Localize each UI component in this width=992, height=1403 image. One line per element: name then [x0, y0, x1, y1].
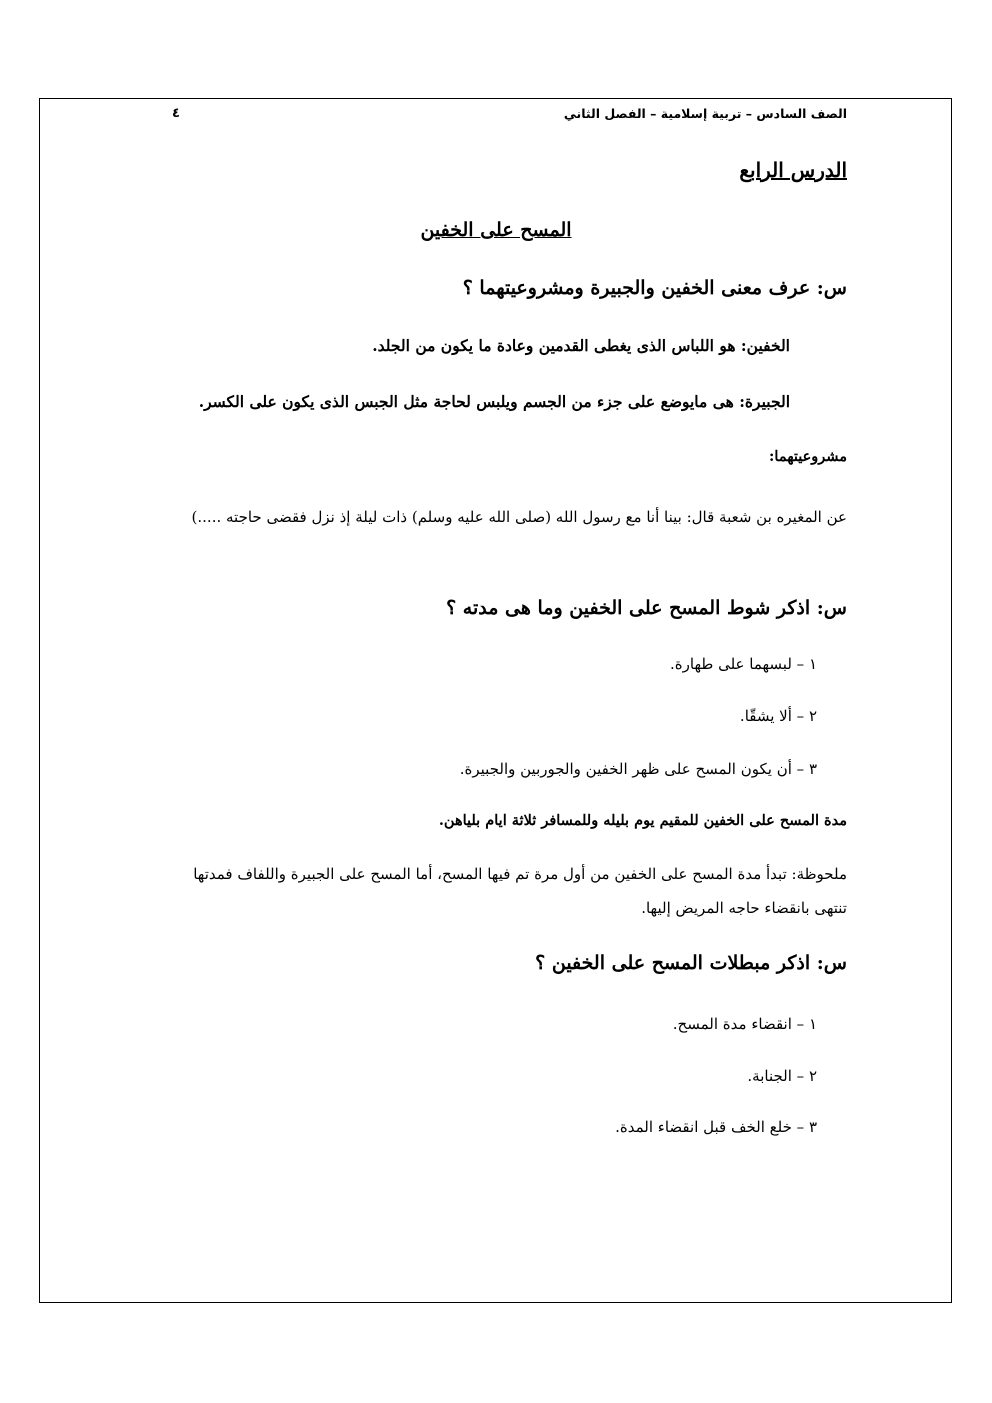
- page-number: ٤: [172, 106, 180, 121]
- course-header: الصف السادس – تربية إسلامية – الفصل الثاني: [563, 106, 847, 121]
- duration-text: مدة المسح على الخفين للمقيم يوم بليله وللمسافر ثلاثة ايام بلياهن.: [438, 812, 847, 829]
- khuffain-definition: الخفين: هو اللباس الذى يغطى القدمين وعادة ما يكون من الجلد.: [372, 336, 790, 355]
- page-title: المسح على الخفين: [420, 219, 572, 241]
- invalidator-item-3: ٣ – خلع الخف قبل انقضاء المدة.: [615, 1118, 817, 1136]
- invalidator-item-1: ١ – انقضاء مدة المسح.: [672, 1015, 817, 1033]
- question-1: س: عرف معنى الخفين والجبيرة ومشروعيتهما ؟: [462, 277, 847, 299]
- condition-item-3: ٣ – أن يكون المسح على ظهر الخفين والجوربين والجبيرة.: [459, 760, 817, 778]
- note-text: ملحوظة: تبدأ مدة المسح على الخفين من أول مرة تم فيها المسح، أما المسح على الجبيرة واللفاف فمدتها تنتهى بانقضاء حاجه المريض إليها.: [193, 865, 847, 917]
- invalidator-item-2: ٢ – الجنابة.: [747, 1067, 817, 1085]
- hadith-text: عن المغيره بن شعبة قال: بينا أنا مع رسول الله (صلى الله عليه وسلم) ذات ليلة إذ نزل فقضى حاجته .....): [191, 508, 847, 526]
- legitimacy-label: مشروعيتهما:: [769, 448, 847, 465]
- condition-item-2: ٢ – ألا يشقّا.: [739, 707, 817, 725]
- jabira-definition: الجبيرة: هى مايوضع على جزء من الجسم ويلبس لحاجة مثل الجبس الذى يكون على الكسر.: [198, 392, 790, 411]
- condition-item-1: ١ – لبسهما على طهارة.: [670, 655, 817, 673]
- question-3: س: اذكر مبطلات المسح على الخفين ؟: [535, 952, 847, 974]
- lesson-label: الدرس الرابع: [739, 158, 847, 182]
- question-2: س: اذكر شوط المسح على الخفين وما هى مدته ؟: [446, 597, 847, 619]
